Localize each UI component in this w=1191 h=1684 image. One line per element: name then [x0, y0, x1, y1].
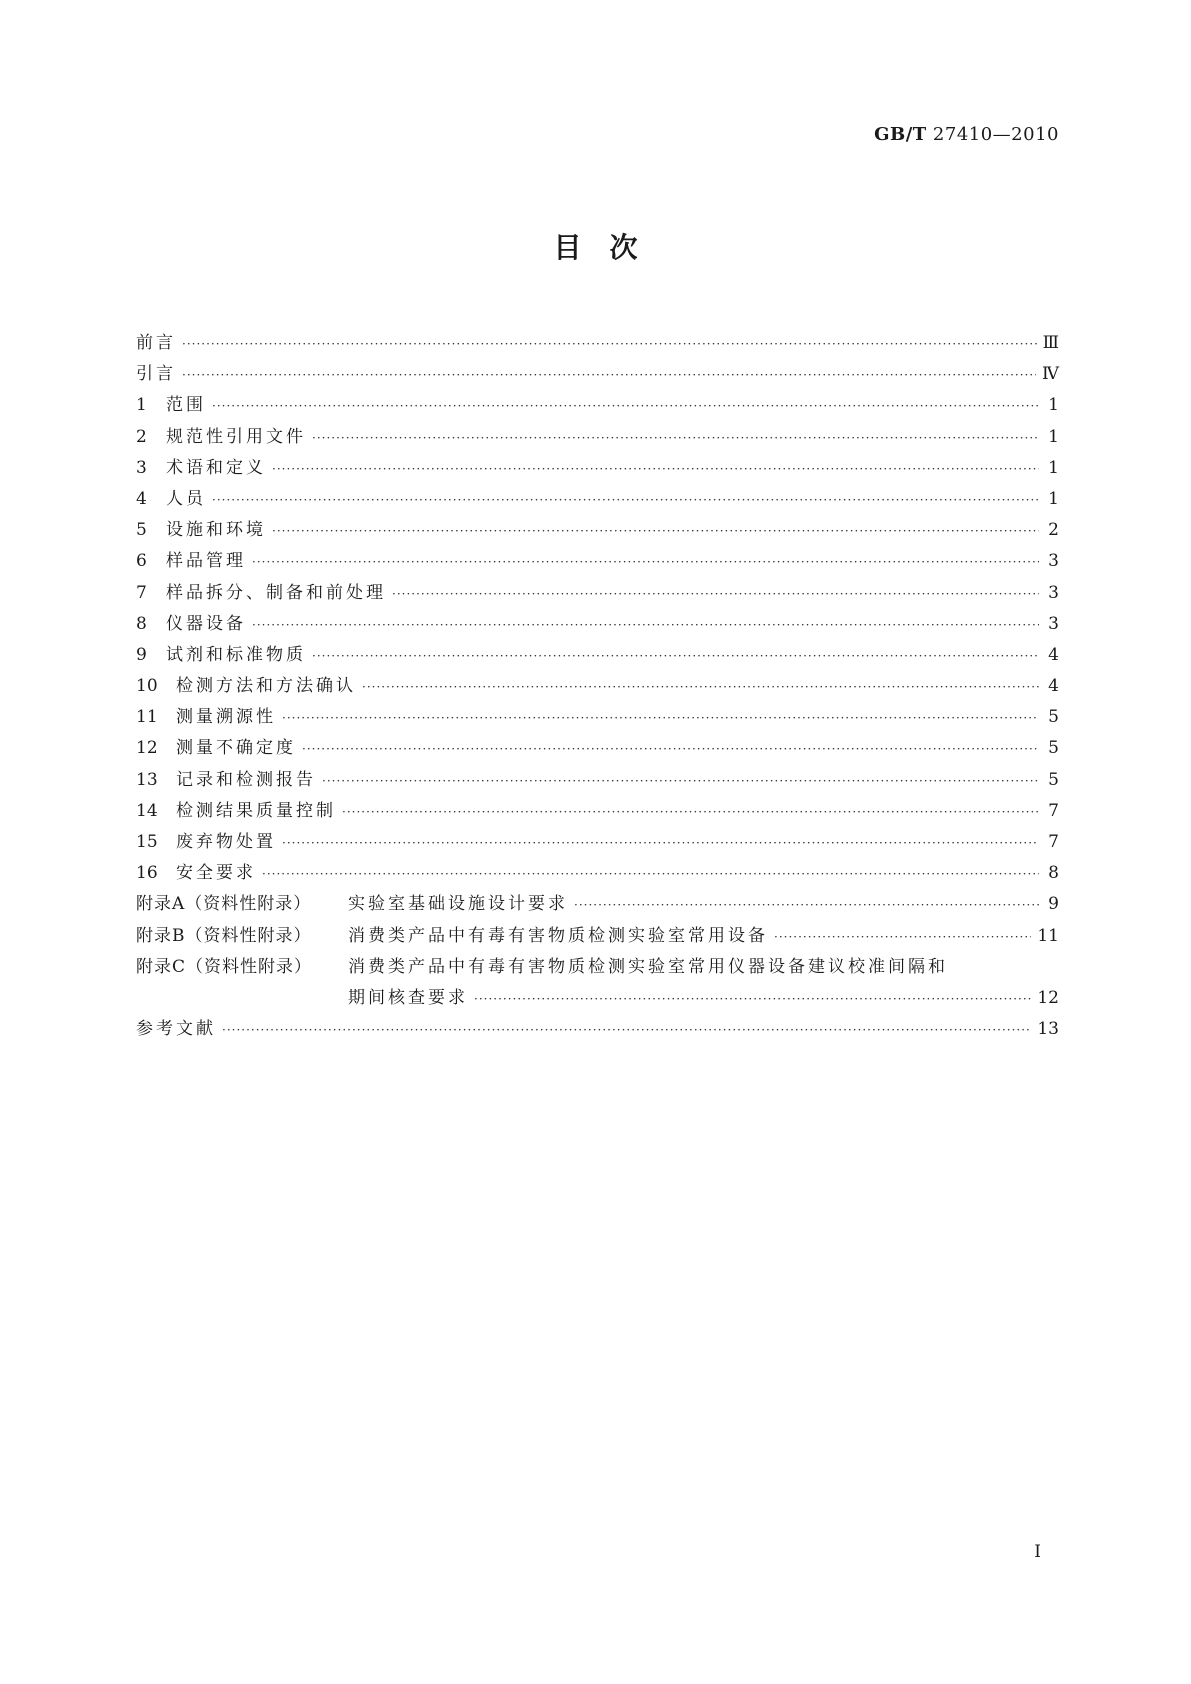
toc-entry-label: 人员 [166, 488, 206, 509]
toc-entry-label: 测量溯源性 [176, 707, 276, 728]
toc-entry-clause-2[interactable] [136, 422, 1059, 453]
toc-entry-number: 3 [136, 457, 147, 478]
dot-leader [774, 931, 1031, 943]
dot-leader [392, 588, 1039, 600]
dot-leader [282, 712, 1039, 724]
toc-entry-page: Ⅳ [1042, 364, 1059, 385]
toc-entry-page: 3 [1048, 551, 1059, 572]
toc-entry-number: 8 [136, 613, 147, 634]
toc-entry-label: 样品管理 [166, 551, 246, 572]
dot-leader [252, 556, 1039, 568]
toc-entry-clause-5[interactable] [136, 515, 1059, 546]
dot-leader [362, 681, 1039, 693]
toc-entry-annex-c-continued[interactable] [136, 983, 1059, 1014]
dot-leader [574, 899, 1039, 911]
standard-number: 27410—2010 [932, 124, 1059, 145]
toc-entry-number: 15 [136, 832, 158, 852]
dot-leader [272, 525, 1039, 537]
dot-leader [312, 650, 1039, 662]
toc-entry-clause-11[interactable] [136, 702, 1059, 733]
toc-entry-number: 2 [136, 426, 147, 447]
toc-entry-number: 16 [136, 863, 158, 884]
toc-entry-page: Ⅲ [1042, 333, 1059, 353]
toc-entry-label: 术语和定义 [166, 457, 266, 478]
toc-entry-number: 6 [136, 551, 147, 572]
toc-entry-clause-8[interactable] [136, 609, 1059, 640]
dot-leader [302, 743, 1039, 755]
toc-entry-number: 11 [136, 707, 158, 728]
toc-entry-clause-3[interactable] [136, 453, 1059, 484]
toc-entry-page: 1 [1048, 457, 1059, 478]
toc-entry-page: 1 [1048, 395, 1059, 416]
dot-leader [474, 993, 1031, 1005]
toc-entry-clause-16[interactable] [136, 858, 1059, 889]
toc-entry-label: 消费类产品中有毒有害物质检测实验室常用设备 [348, 925, 768, 946]
toc-title: 目 次 [553, 231, 638, 264]
toc-entry-number: 5 [136, 520, 147, 541]
toc-entry-number: 10 [136, 676, 158, 697]
toc-entry-label: 规范性引用文件 [166, 426, 306, 447]
toc-entry-page: 12 [1037, 987, 1059, 1008]
dot-leader [322, 775, 1039, 787]
toc-entry-page: 9 [1048, 894, 1059, 915]
toc-entry-page: 5 [1048, 769, 1059, 790]
toc-entry-page: 3 [1048, 582, 1059, 603]
dot-leader [282, 837, 1039, 849]
toc-entry-page: 11 [1037, 925, 1059, 946]
standard-code [874, 124, 1059, 145]
dot-leader [262, 868, 1039, 880]
toc-entry-number: 12 [136, 738, 158, 759]
toc-entry-page: 1 [1048, 488, 1059, 509]
toc-entry-page: 4 [1048, 676, 1059, 697]
toc-entry-number: 1 [136, 395, 147, 416]
toc-entry-page: 7 [1048, 800, 1059, 821]
toc-entry-annex-b[interactable] [136, 921, 1059, 952]
toc-entry-clause-1[interactable] [136, 390, 1059, 421]
table-of-contents [136, 328, 1059, 1045]
toc-entry-label: 测量不确定度 [176, 738, 296, 759]
toc-entry-page: 7 [1048, 832, 1059, 852]
annex-heading: 附录C（资料性附录） [136, 956, 313, 977]
dot-leader [182, 369, 1036, 381]
toc-entry-page: 1 [1048, 426, 1059, 447]
toc-entry-page: 8 [1048, 863, 1059, 884]
toc-entry-clause-4[interactable] [136, 484, 1059, 515]
annex-heading: 附录A（资料性附录） [136, 894, 312, 915]
annex-heading: 附录B（资料性附录） [136, 925, 312, 946]
toc-entry-introduction[interactable] [136, 359, 1059, 390]
toc-entry-label: 范围 [166, 395, 206, 416]
dot-leader [222, 1024, 1031, 1036]
dot-leader [342, 806, 1039, 818]
page-number: I [1034, 1542, 1041, 1562]
toc-entry-clause-12[interactable] [136, 733, 1059, 764]
dot-leader [212, 494, 1039, 506]
toc-entry-label: 引言 [136, 364, 176, 385]
dot-leader [182, 338, 1037, 350]
toc-entry-page: 5 [1048, 707, 1059, 728]
toc-entry-number: 7 [136, 582, 147, 603]
dot-leader [212, 400, 1039, 412]
toc-entry-number: 14 [136, 800, 158, 821]
toc-entry-page: 5 [1048, 738, 1059, 759]
dot-leader [252, 619, 1039, 631]
toc-entry-clause-10[interactable] [136, 671, 1059, 702]
toc-entry-label: 试剂和标准物质 [166, 644, 306, 665]
toc-entry-label: 仪器设备 [166, 613, 246, 634]
toc-entry-label: 前言 [136, 333, 176, 353]
toc-entry-label: 样品拆分、制备和前处理 [166, 582, 386, 603]
dot-leader [272, 463, 1039, 475]
toc-entry-page: 3 [1048, 613, 1059, 634]
toc-entry-label: 记录和检测报告 [176, 769, 316, 790]
toc-entry-annex-c[interactable] [136, 952, 1059, 983]
toc-entry-label: 参考文献 [136, 1019, 216, 1040]
toc-entry-clause-13[interactable] [136, 765, 1059, 796]
toc-entry-label: 期间核查要求 [348, 987, 468, 1008]
standard-prefix: GB/T [874, 124, 927, 145]
toc-entry-clause-9[interactable] [136, 640, 1059, 671]
toc-entry-label: 实验室基础设施设计要求 [348, 894, 568, 915]
dot-leader [312, 432, 1039, 444]
toc-entry-clause-14[interactable] [136, 796, 1059, 827]
toc-entry-label: 检测方法和方法确认 [176, 676, 356, 697]
toc-entry-clause-7[interactable] [136, 578, 1059, 609]
toc-entry-number: 9 [136, 644, 147, 665]
toc-entry-references[interactable] [136, 1014, 1059, 1045]
toc-entry-clause-15[interactable] [136, 827, 1059, 858]
toc-entry-annex-a[interactable] [136, 889, 1059, 920]
toc-entry-label: 检测结果质量控制 [176, 800, 336, 821]
toc-entry-page: 13 [1037, 1019, 1059, 1040]
toc-entry-number: 4 [136, 488, 147, 509]
toc-entry-foreword[interactable] [136, 328, 1059, 359]
toc-entry-label: 废弃物处置 [176, 832, 276, 852]
toc-entry-page: 4 [1048, 644, 1059, 665]
toc-entry-clause-6[interactable] [136, 546, 1059, 577]
toc-entry-label: 消费类产品中有毒有害物质检测实验室常用仪器设备建议校准间隔和 [348, 956, 948, 977]
toc-entry-number: 13 [136, 769, 158, 790]
toc-entry-page: 2 [1048, 520, 1059, 541]
toc-entry-label: 设施和环境 [166, 520, 266, 541]
toc-entry-label: 安全要求 [176, 863, 256, 884]
